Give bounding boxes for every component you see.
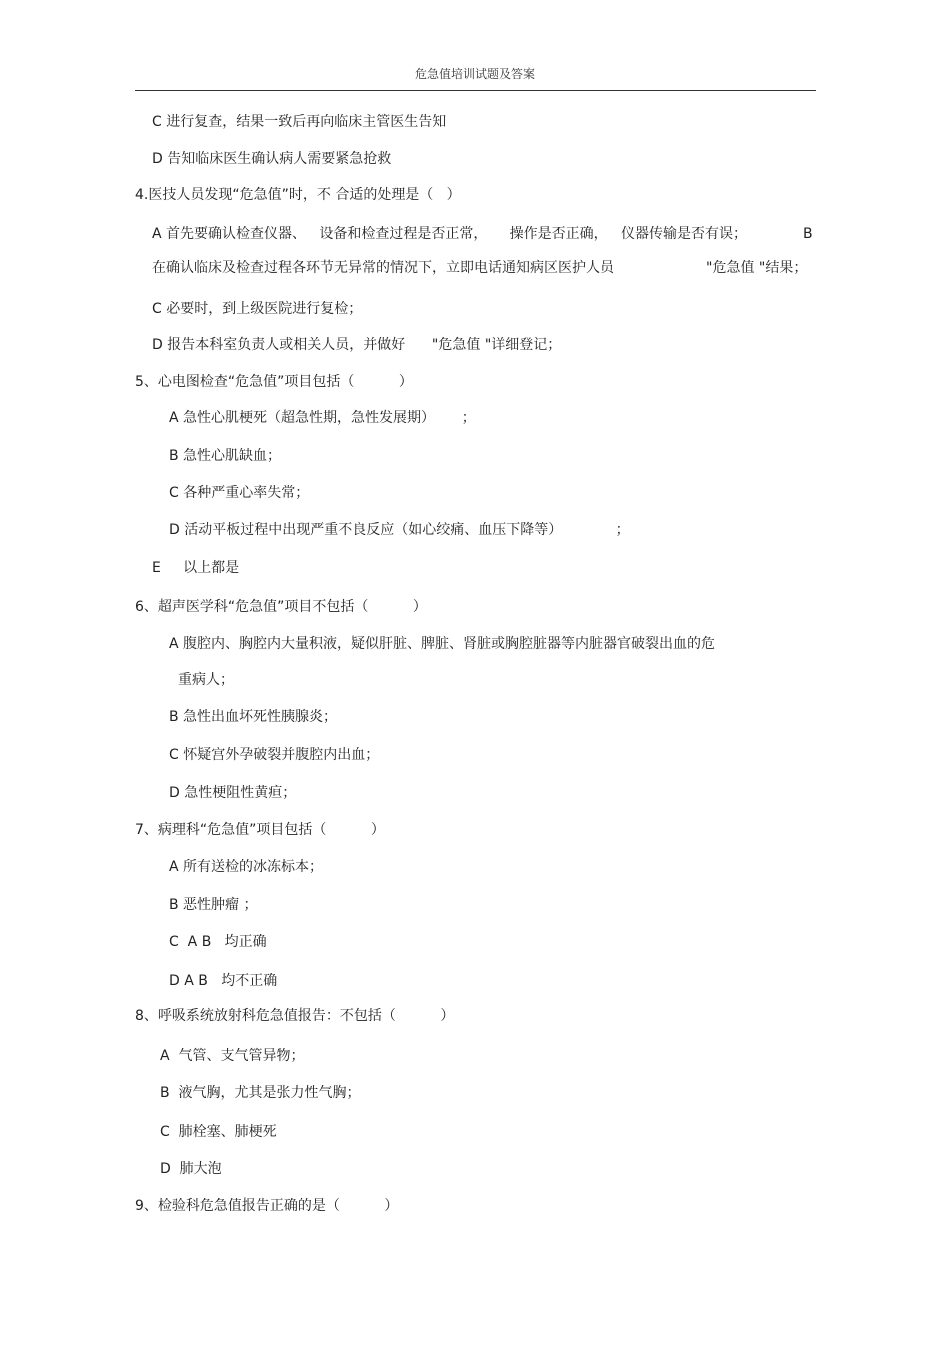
q6-option-d: D 急性梗阻性黄疸； <box>169 785 297 801</box>
q5-option-a: A 急性心肌梗死（超急性期，急性发展期） ； <box>169 410 476 426</box>
q5-option-b: B 急性心肌缺血； <box>169 448 282 464</box>
q4-option-a: A 首先要确认检查仪器、 设备和检查过程是否正常， 操作是否正确， 仪器传输是否有误； <box>152 226 747 242</box>
q8-option-d: D 肺大泡 <box>160 1161 222 1177</box>
question-4: 4.医技人员发现“危急值”时，不 合适的处理是（ ） <box>135 187 461 203</box>
header-divider <box>135 90 816 91</box>
q3-option-c: C 进行复查，结果一致后再向临床主管医生告知 <box>152 114 447 130</box>
q7-option-b: B 恶性肿瘤 ； <box>169 897 258 913</box>
question-5: 5、心电图检查“危急值”项目包括（ ） <box>135 374 413 390</box>
q4-option-d: D 报告本科室负责人或相关人员，并做好 "危急值 "详细登记； <box>152 337 562 353</box>
q6-option-c: C 怀疑宫外孕破裂并腹腔内出血； <box>169 747 380 763</box>
q7-option-a: A 所有送检的冰冻标本； <box>169 859 324 875</box>
q7-option-d: D A B 均不正确 <box>169 973 278 989</box>
question-7: 7、病理科“危急值”项目包括（ ） <box>135 822 385 838</box>
question-6: 6、超声医学科“危急值”项目不包括（ ） <box>135 599 427 615</box>
q4-option-b-letter: B <box>803 226 813 242</box>
q6-option-b: B 急性出血坏死性胰腺炎； <box>169 709 338 725</box>
q6-option-a: A 腹腔内、胸腔内大量积液，疑似肝脏、脾脏、肾脏或胸腔脏器等内脏器官破裂出血的危 <box>169 636 716 652</box>
q4-option-b: 在确认临床及检查过程各环节无异常的情况下，立即电话通知病区医护人员 <box>152 260 614 276</box>
q8-option-b: B 液气胸，尤其是张力性气胸； <box>160 1085 361 1101</box>
question-9: 9、检验科危急值报告正确的是（ ） <box>135 1198 399 1214</box>
q5-option-e: E 以上都是 <box>152 560 240 576</box>
q7-option-c: C A B 均正确 <box>169 934 267 950</box>
q6-option-a-cont: 重病人； <box>178 672 234 688</box>
q8-option-a: A 气管、支气管异物； <box>160 1048 305 1064</box>
q5-option-c: C 各种严重心率失常； <box>169 485 310 501</box>
q8-option-c: C 肺栓塞、肺梗死 <box>160 1124 277 1140</box>
q5-option-d: D 活动平板过程中出现严重不良反应（如心绞痛、血压下降等） ； <box>169 522 630 538</box>
q3-option-d: D 告知临床医生确认病人需要紧急抢救 <box>152 151 392 167</box>
page-header-title: 危急值培训试题及答案 <box>414 67 535 81</box>
question-8: 8、呼吸系统放射科危急值报告：不包括（ ） <box>135 1008 455 1024</box>
q4-option-b-end: "危急值 "结果； <box>706 260 808 276</box>
q4-option-c: C 必要时，到上级医院进行复检； <box>152 301 363 317</box>
